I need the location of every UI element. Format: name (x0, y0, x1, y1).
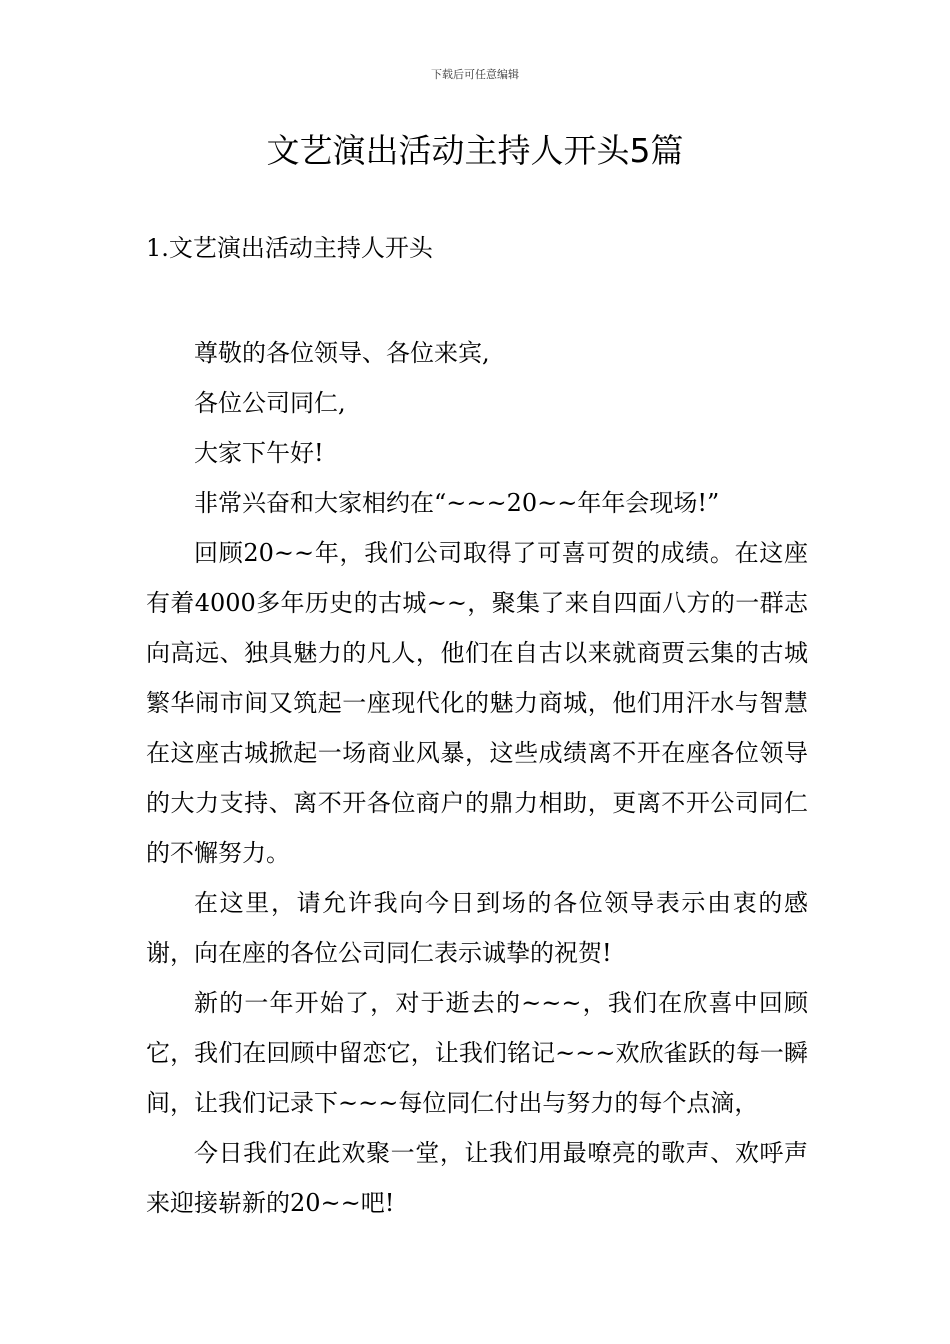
document-title: 文艺演出活动主持人开头5篇 (266, 131, 684, 170)
download-note: 下载后可任意编辑 (431, 68, 519, 81)
paragraph-review: 回顾20~~年，我们公司取得了可喜可贺的成绩。在这座有着4000多年历史的古城~~，聚集了来自四面八方的一群志向高远、独具魅力的凡人，他们在自古以来就商贾云集的古城繁华闹市间又筑起一座现代化的魅力商城，他们用汗水与智慧在这座古城掀起一场商业风暴，这些成绩离不开在座各位领导的大力支持、离不开各位商户的鼎力相助，更离不开公司同仁的不懈努力。 (146, 539, 808, 867)
paragraph-new-year: 新的一年开始了，对于逝去的~~~，我们在欣喜中回顾它，我们在回顾中留恋它，让我们铭记~~~欢欣雀跃的每一瞬间，让我们记录下~~~每位同仁付出与努力的每个点滴， (146, 989, 808, 1117)
paragraph-gathering: 今日我们在此欢聚一堂，让我们用最嘹亮的歌声、欢呼声来迎接崭新的20~~吧! (146, 1139, 808, 1217)
paragraph-good-afternoon: 大家下午好! (194, 439, 324, 467)
section-heading: 1.文艺演出活动主持人开头 (146, 234, 433, 262)
paragraph-thanks: 在这里，请允许我向今日到场的各位领导表示由衷的感谢，向在座的各位公司同仁表示诚挚的祝贺! (146, 889, 808, 967)
document-body (146, 328, 808, 1228)
paragraph-greeting: 尊敬的各位领导、各位来宾, (194, 339, 490, 367)
paragraph-colleagues: 各位公司同仁, (194, 389, 346, 417)
paragraph-excited: 非常兴奋和大家相约在“~~~20~~年年会现场!” (194, 489, 720, 517)
